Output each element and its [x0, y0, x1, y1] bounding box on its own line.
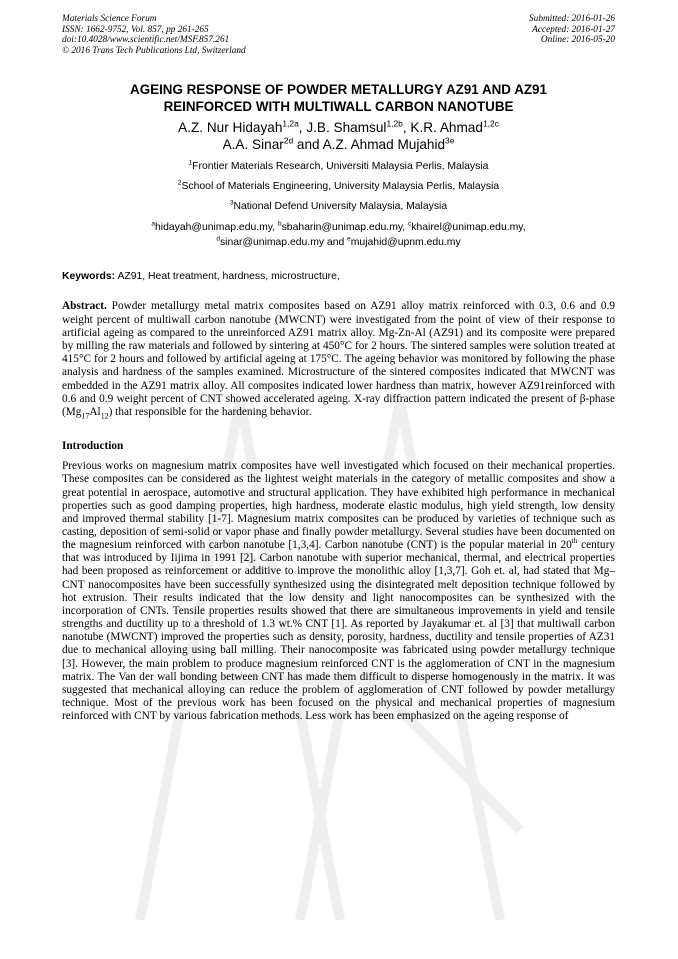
- affiliation-3: $^3$National Defend University Malaysia, Malaysia: [229, 199, 448, 213]
- author-sup: 1,2a: [282, 118, 299, 129]
- author-sup: 3e: [445, 135, 455, 146]
- email-link: khairel@unimap.edu.my,: [411, 222, 526, 234]
- authors-line-1: [62, 120, 615, 137]
- author-sup: 2d: [283, 135, 294, 146]
- copyright: © 2016 Trans Tech Publications Ltd, Switzerland: [62, 45, 246, 56]
- journal-info: [62, 14, 246, 56]
- accepted-date: Accepted: 2016-01-27: [532, 24, 615, 35]
- online-date: Online: 2016-05-20: [540, 35, 615, 46]
- authors-line-2: [62, 137, 615, 154]
- email-link: sbaharin@unimap.edu.my,: [281, 222, 409, 234]
- title-line-1: AGEING RESPONSE OF POWDER METALLURGY AZ91 AND AZ91: [130, 82, 547, 98]
- emails-line-1: $^a$hidayah@unimap.edu.my, $^b$sbaharin@unimap.edu.my, $^c$khairel@unimap.edu.my,: [151, 220, 526, 234]
- issn: ISSN: 1662-9752, Vol. 857, pp 261-265: [62, 24, 209, 35]
- author-name: A.Z. Nur Hidayah: [178, 120, 283, 136]
- author-name: A.A. Sinar: [222, 136, 284, 152]
- abstract-label: Abstract.: [62, 300, 107, 313]
- paper-title: [62, 82, 615, 115]
- email-link: hidayah@unimap.edu.my,: [155, 222, 278, 234]
- keywords-label: Keywords:: [62, 271, 116, 283]
- author-sup: 1,2c: [482, 118, 499, 129]
- keywords-text: AZ91, Heat treatment, hardness, microstructure,: [115, 271, 340, 283]
- title-line-2: REINFORCED WITH MULTIWALL CARBON NANOTUBE: [163, 98, 514, 114]
- doi: doi:10.4028/www.scientific.net/MSF.857.261: [62, 35, 230, 46]
- dates-info: [529, 14, 615, 56]
- author-emails: [62, 221, 615, 250]
- author-name: , K.R. Ahmad: [402, 120, 483, 136]
- introduction-heading: Introduction: [62, 440, 124, 453]
- paper-page: [62, 14, 615, 723]
- author-name: and A.Z. Ahmad Mujahid: [293, 136, 446, 152]
- email-link: sinar@unimap.edu.my and: [219, 236, 348, 248]
- introduction-paragraph: Previous works on magnesium matrix composites have well investigated which focused on their mechanical properties. These composites can be considered as the lightest weight materials in the category of metallic composites and show a great potential in aerospace, automotive and structural application. They have exhibited high performance in mechanical properties such as good damping properties, high hardness, moderate elastic modulus, high yield strength, low density and improved thermal stability [1-7]. Magnesium matrix composites can be produced by varieties of technique such as casting, deposition of semi-solid or vapor phase and finally powder metallurgy. Several studies have been documented on the magnesium reinforced with carbon nanotube [1,3,4]. Carbon nanotube (CNT) is the popular material in 20th century that was introduced by Iijima in 1991 [2]. Carbon nanotube with superior mechanical, thermal, and electrical properties had been proposed as reinforcement or additive to improve the monolithic alloy [1,3,7]. Goh et. al, had stated that Mg–CNT nanocomposites have been successfully synthesized using the disintegrated melt deposition technique followed by hot extrusion. Their results indicated that the low density and light nanocomposites can be synthesized with the incorporation of CNTs. Tensile properties results showed that there are simultaneous improvements in yield and tensile strengths and ductility up to a threshold of 1.3 wt.% CNT [1]. As reported by Jayakumar et. al [3] that multiwall carbon nanotube (MWCNT) improved the properties such as density, porosity, hardness, ductility and tensile properties of AZ31 due to mechanical alloying using ball milling. Their nanocomposite was fabricated using powder metallurgy technique [3]. However, the main problem to produce magnesium reinforced CNT is the agglomeration of CNT in the magnesium matrix. The Van der wall bonding between CNT has made them difficult to disperse homogenously in the matrix. It was suggested that mechanical alloying can reduce the problem of agglomeration of CNT followed by powder metallurgy technique. Most of the previous work has been focused on the physical and mechanical properties of magnesium reinforced with CNT by various fabrication methods. Less work has been emphasized on the ageing response of: [62, 460, 615, 723]
- journal-name: Materials Science Forum: [62, 14, 157, 24]
- keywords: [62, 270, 615, 283]
- page-header: [62, 14, 615, 56]
- author-sup: 1,2b: [386, 118, 403, 129]
- affiliation-1: $^1$Frontier Materials Research, Universiti Malaysia Perlis, Malaysia: [188, 159, 489, 173]
- author-name: , J.B. Shamsul: [298, 120, 387, 136]
- email-link: mujahid@upnm.edu.my: [350, 236, 461, 248]
- emails-line-2: $^d$sinar@unimap.edu.my and $^e$mujahid@upnm.edu.my: [216, 235, 461, 248]
- affiliation-2: $^2$School of Materials Engineering, University Malaysia Perlis, Malaysia: [177, 179, 500, 193]
- submitted-date: Submitted: 2016-01-26: [529, 14, 615, 24]
- abstract: Abstract. Powder metallurgy metal matrix composites based on AZ91 alloy matrix reinforced with 0.3, 0.6 and 0.9 weight percent of multiwall carbon nanotube (MWCNT) were investigated from the point of view of their response to artificial ageing as compared to the unreinforced AZ91 matrix alloy. Mg-Zn-Al (AZ91) and its composite were prepared by milling the raw materials and followed by sintering at 450°C for 2 hours. The sintered samples were solution treated at 415°C for 2 hours and followed by artificial ageing at 175°C. The ageing behavior was monitored by following the phase analysis and hardness of the samples examined. Microstructure of the sintered composites indicated that MWCNT was embedded in the AZ91 matrix alloy. All composites indicated lower hardness than matrix, however AZ91reinforced with 0.6 and 0.9 weight percent of CNT showed accelerated ageing. X-ray diffraction pattern indicated the present of β-phase $(Mg_{17}Al_{12})$ that responsible for the hardening behavior.: [62, 300, 615, 421]
- author-list: [62, 120, 615, 153]
